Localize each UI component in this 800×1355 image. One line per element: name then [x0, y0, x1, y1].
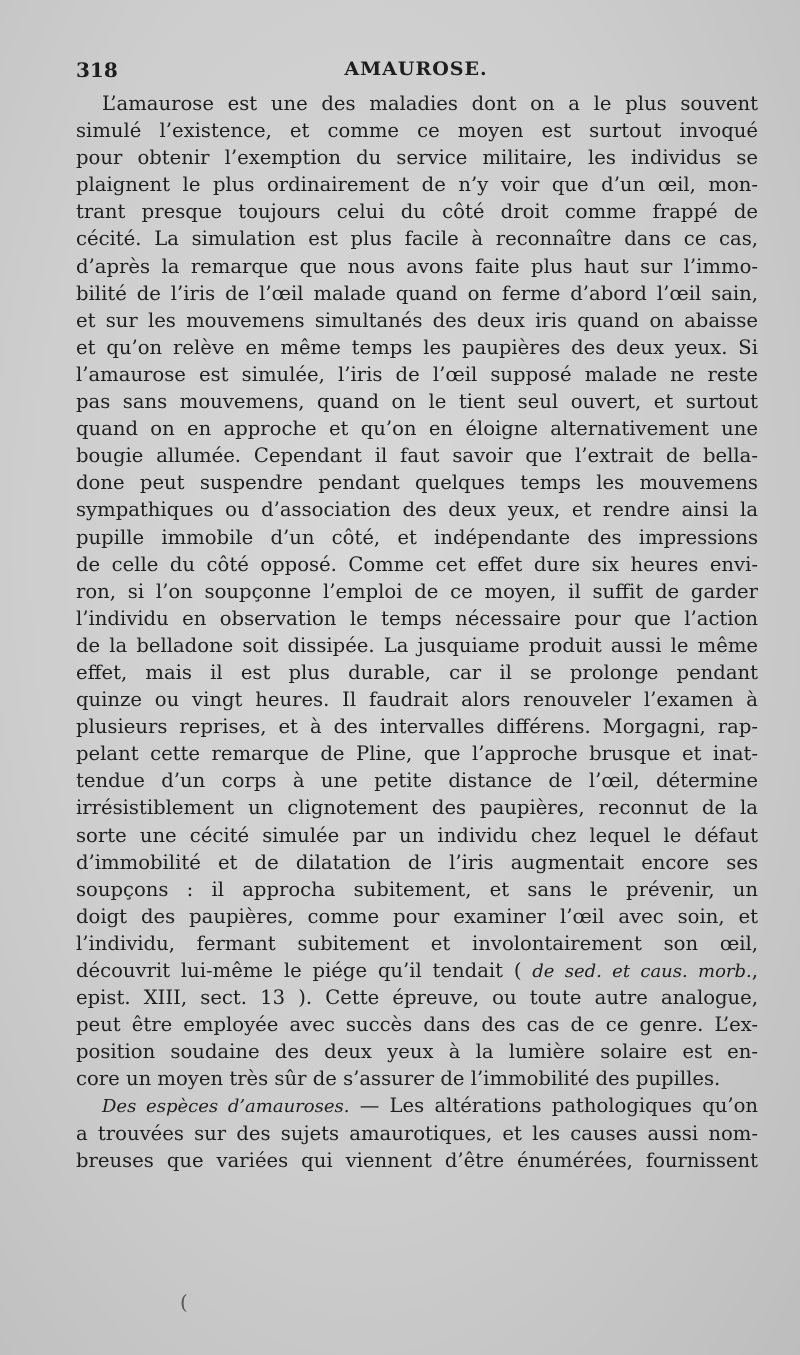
text-line: bilité de l’iris de l’œil malade quand on ferme d’abord l’œil sain, — [76, 281, 758, 305]
section-heading-rest: — Les altérations pathologiques qu’on — [349, 1094, 758, 1118]
text-line: a trouvées sur des sujets amaurotiques, et les causes aussi nom- — [76, 1121, 758, 1145]
body-text — [76, 90, 758, 1174]
text-line: pupille immobile d’un côté, et indépendante des impressions — [76, 525, 758, 549]
text-line: cécité. La simulation est plus facile à reconnaître dans ce cas, — [76, 227, 758, 251]
citation-title: de sed. et caus. morb. — [532, 961, 752, 982]
citation-before: découvrit lui-même le piége qu’il tendait ( — [76, 959, 522, 982]
stray-mark: ( — [180, 1290, 188, 1314]
citation-after: , — [751, 959, 759, 982]
page-header — [76, 58, 756, 86]
text-line: soupçons : il approcha subitement, et sans le prévenir, un — [76, 877, 758, 901]
text-line: pelant cette remarque de Pline, que l’approche brusque et inat- — [76, 742, 758, 766]
text-line: et qu’on relève en même temps les paupières des deux yeux. Si — [76, 335, 758, 359]
text-line: doigt des paupières, comme pour examiner l’œil avec soin, et — [76, 904, 758, 928]
text-line: quand on en approche et qu’on en éloigne alternativement une — [76, 417, 758, 441]
text-line: pas sans mouvemens, quand on le tient seul ouvert, et surtout — [76, 390, 758, 414]
text-line: done peut suspendre pendant quelques temps les mouvemens — [76, 471, 758, 495]
text-line: tendue d’un corps à une petite distance de l’œil, détermine — [76, 769, 758, 793]
text-line: d’après la remarque que nous avons faite plus haut sur l’immo- — [76, 254, 758, 278]
text-line: trant presque toujours celui du côté droit comme frappé de — [76, 200, 758, 224]
text-line: de celle du côté opposé. Comme cet effet dure six heures envi- — [76, 552, 758, 576]
page-number: 318 — [76, 58, 118, 82]
text-line: simulé l’existence, et comme ce moyen est surtout invoqué — [76, 119, 758, 143]
text-line: core un moyen très sûr de s’assurer de l’immobilité des pupilles. — [76, 1067, 721, 1091]
text-line: plaignent le plus ordinairement de n’y voir que d’un œil, mon- — [76, 173, 758, 197]
text-line: sympathiques ou d’association des deux yeux, et rendre ainsi la — [76, 498, 758, 522]
text-line: irrésistiblement un clignotement des paupières, reconnut de la — [76, 796, 758, 820]
text-line: breuses que variées qui viennent d’être énumérées, fournissent — [76, 1148, 758, 1172]
text-line: quinze ou vingt heures. Il faudrait alors renouveler l’examen à — [76, 688, 758, 712]
text-line: l’individu en observation le temps nécessaire pour que l’action — [76, 606, 758, 630]
text-line: epist. XIII, sect. 13 ). Cette épreuve, ou toute autre analogue, — [76, 986, 758, 1010]
text-line: L’amaurose est une des maladies dont on a le plus souvent — [102, 92, 758, 115]
section-heading-line — [76, 1092, 758, 1119]
citation-line — [76, 957, 758, 984]
text-line: plusieurs reprises, et à des intervalles différens. Morgagni, rap- — [76, 715, 758, 739]
text-line: effet, mais il est plus durable, car il se prolonge pendant — [76, 660, 758, 684]
running-head: AMAUROSE. — [344, 58, 488, 80]
text-line: d’immobilité et de dilatation de l’iris augmentait encore ses — [76, 850, 758, 874]
text-line: ron, si l’on soupçonne l’emploi de ce moyen, il suffit de garder — [76, 579, 758, 603]
text-line: l’individu, fermant subitement et involontairement son œil, — [76, 931, 758, 955]
text-line: position soudaine des deux yeux à la lumière solaire est en- — [76, 1040, 758, 1064]
text-line: l’amaurose est simulée, l’iris de l’œil supposé malade ne reste — [76, 362, 758, 386]
text-line: bougie allumée. Cependant il faut savoir que l’extrait de bella- — [76, 444, 758, 468]
text-line: de la belladone soit dissipée. La jusquiame produit aussi le même — [76, 633, 758, 657]
section-heading: Des espèces d’amauroses. — [102, 1096, 350, 1118]
text-line: pour obtenir l’exemption du service militaire, les individus se — [76, 146, 758, 170]
text-line: peut être employée avec succès dans des cas de ce genre. L’ex- — [76, 1013, 758, 1037]
text-line: sorte une cécité simulée par un individu chez lequel le défaut — [76, 823, 758, 847]
text-line: et sur les mouvemens simultanés des deux iris quand on abaisse — [76, 308, 758, 332]
